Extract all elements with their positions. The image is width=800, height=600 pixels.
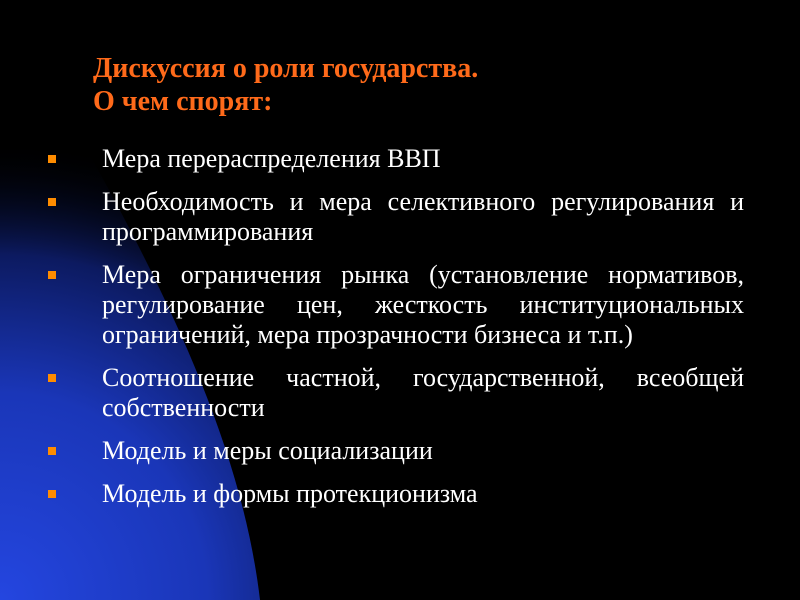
bullet-text: Необходимость и мера селективного регулирования и программирования: [102, 187, 744, 246]
slide-title: [93, 52, 753, 118]
bullet-item: [48, 144, 744, 174]
bullet-item: [48, 479, 744, 509]
bullet-item: [48, 260, 744, 350]
square-bullet-icon: [48, 490, 56, 498]
bullet-text: Соотношение частной, государственной, всеобщей собственности: [102, 363, 744, 422]
bullet-text: Модель и формы протекционизма: [102, 479, 478, 508]
square-bullet-icon: [48, 271, 56, 279]
bullet-text: Модель и меры социализации: [102, 436, 433, 465]
square-bullet-icon: [48, 447, 56, 455]
bullet-text: Мера перераспределения ВВП: [102, 144, 441, 173]
square-bullet-icon: [48, 155, 56, 163]
square-bullet-icon: [48, 374, 56, 382]
bullet-text: Мера ограничения рынка (установление нормативов, регулирование цен, жесткость институциональных ограничений, мера прозрачности бизнеса и т.п.): [102, 260, 744, 349]
bullet-item: [48, 187, 744, 247]
title-line-1: Дискуссия о роли государства.: [93, 53, 479, 84]
bullet-item: [48, 363, 744, 423]
title-line-2: О чем спорят:: [93, 86, 273, 117]
bullet-item: [48, 436, 744, 466]
bullet-list: [48, 144, 744, 522]
square-bullet-icon: [48, 198, 56, 206]
